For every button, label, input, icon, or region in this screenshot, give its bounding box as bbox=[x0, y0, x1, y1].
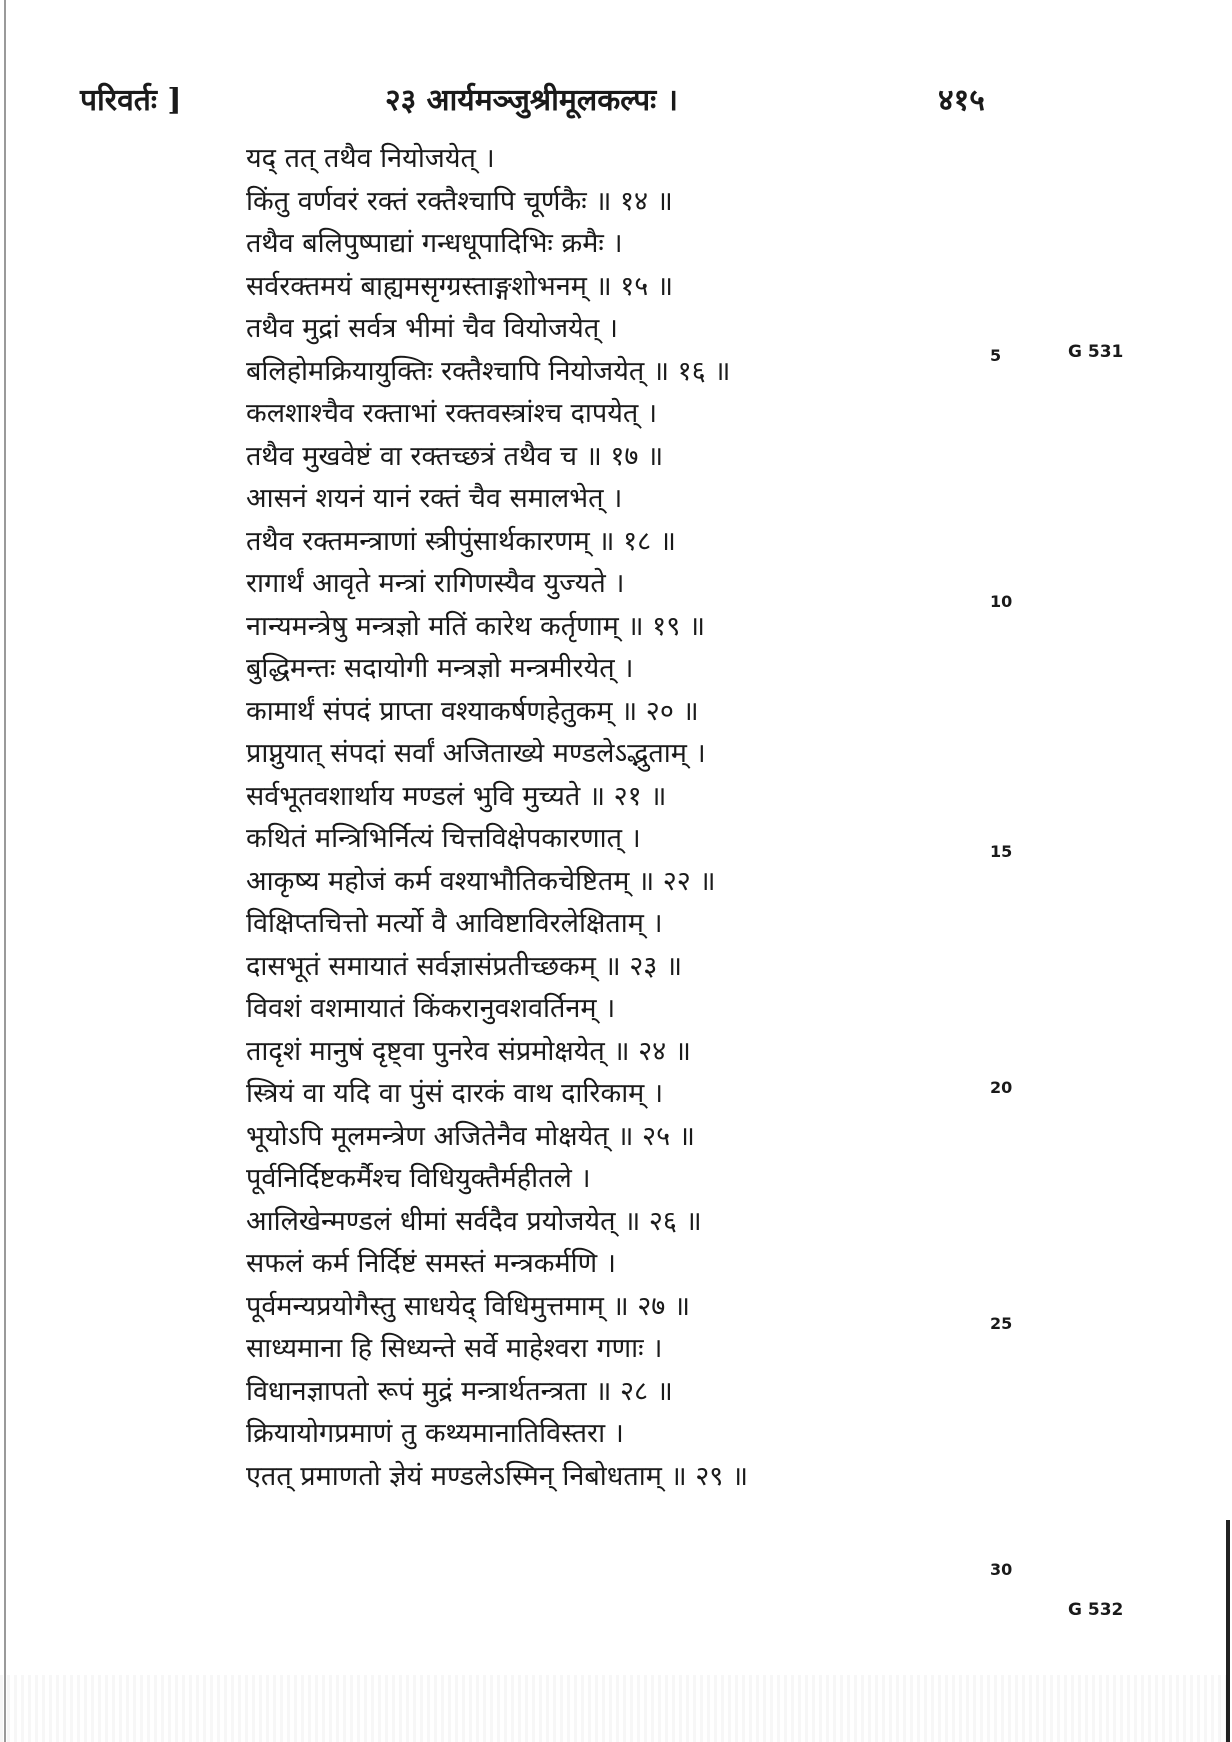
verse-line: साध्यमाना हि सिध्यन्ते सर्वे माहेश्वरा गणाः । bbox=[246, 1333, 663, 1364]
verse-line: आलिखेन्मण्डलं धीमां सर्वदैव प्रयोजयेत् ॥ २६ ॥ bbox=[246, 1205, 702, 1237]
line-number: 15 bbox=[990, 842, 1013, 861]
verse-line: किंतु वर्णवरं रक्तं रक्तैश्चापि चूर्णकैः ॥ १४ ॥ bbox=[246, 185, 673, 217]
verse-line: विवशं वशमायातं किंकरानुवशवर्तिनम् । bbox=[246, 993, 616, 1024]
verse-line: तथैव मुखवेष्टं वा रक्तच्छत्रं तथैव च ॥ १७ ॥ bbox=[246, 440, 664, 472]
verse-line: तादृशं मानुषं दृष्ट्वा पुनरेव संप्रमोक्षयेत् ॥ २४ ॥ bbox=[246, 1035, 691, 1067]
header-title: २३ आर्यमञ्जुश्रीमूलकल्पः । bbox=[385, 83, 679, 118]
verse-list bbox=[246, 138, 1006, 1498]
line-number: 10 bbox=[990, 592, 1013, 611]
scan-noise bbox=[0, 1675, 1232, 1742]
verse-line: रागार्थं आवृते मन्त्रां रागिणस्यैव युज्यते । bbox=[246, 568, 625, 599]
verse-line: बुद्धिमन्तः सदायोगी मन्त्रज्ञो मन्त्रमीरयेत् । bbox=[246, 653, 634, 684]
gilgit-reference: G 531 bbox=[1068, 342, 1124, 362]
verse-line: सर्वरक्तमयं बाह्यमसृग्ग्रस्ताङ्गशोभनम् ॥ १५ ॥ bbox=[246, 270, 674, 302]
verse-line: भूयोऽपि मूलमन्त्रेण अजितेनैव मोक्षयेत् ॥ २५ ॥ bbox=[246, 1120, 695, 1152]
page-edge-left bbox=[4, 0, 6, 1742]
verse-line: यद् तत् तथैव नियोजयेत् । bbox=[246, 143, 495, 174]
verse-line: आसनं शयनं यानं रक्तं चैव समालभेत् । bbox=[246, 483, 623, 514]
verse-line: तथैव रक्तमन्त्राणां स्त्रीपुंसार्थकारणम् ॥ १८ ॥ bbox=[246, 525, 676, 557]
line-number: 30 bbox=[990, 1560, 1013, 1579]
verse-line: पूर्वनिर्दिष्टकर्मैश्च विधियुक्तैर्महीतले । bbox=[246, 1163, 591, 1194]
line-number: 25 bbox=[990, 1314, 1013, 1333]
verse-line: विधानज्ञापतो रूपं मुद्रं मन्त्रार्थतन्त्रता ॥ २८ ॥ bbox=[246, 1375, 673, 1407]
verse-line: कथितं मन्त्रिभिर्नित्यं चित्तविक्षेपकारणात् । bbox=[246, 823, 641, 854]
line-number: 5 bbox=[990, 346, 1002, 365]
verse-line: विक्षिप्तचित्तो मर्त्यो वै आविष्टाविरलेक्षिताम् । bbox=[246, 908, 663, 939]
verse-line: दासभूतं समायातं सर्वज्ञासंप्रतीच्छकम् ॥ २३ ॥ bbox=[246, 950, 683, 982]
verse-line: तथैव बलिपुष्पाद्यां गन्धधूपादिभिः क्रमैः । bbox=[246, 228, 623, 259]
header-chapter: परिवर्तः ] bbox=[80, 83, 182, 118]
gilgit-reference: G 532 bbox=[1068, 1600, 1124, 1620]
verse-line: तथैव मुद्रां सर्वत्र भीमां चैव वियोजयेत् । bbox=[246, 313, 619, 344]
verse-line: कामार्थं संपदं प्राप्ता वश्याकर्षणहेतुकम् ॥ २० ॥ bbox=[246, 695, 699, 727]
line-number: 20 bbox=[990, 1078, 1013, 1097]
page-number: ४१५ bbox=[938, 83, 985, 118]
verse-line: पूर्वमन्यप्रयोगैस्तु साधयेद् विधिमुत्तमाम् ॥ २७ ॥ bbox=[246, 1290, 691, 1322]
verse-line: स्त्रियं वा यदि वा पुंसं दारकं वाथ दारिकाम् । bbox=[246, 1078, 664, 1109]
verse-line: सर्वभूतवशार्थाय मण्डलं भुवि मुच्यते ॥ २१ ॥ bbox=[246, 780, 667, 812]
verse-line: प्राप्नुयात् संपदां सर्वां अजिताख्ये मण्डलेऽद्भुताम् । bbox=[246, 738, 706, 769]
verse-line: एतत् प्रमाणतो ज्ञेयं मण्डलेऽस्मिन् निबोधताम् ॥ २९ ॥ bbox=[246, 1460, 749, 1492]
verse-line: आकृष्य महोजं कर्म वश्याभौतिकचेष्टितम् ॥ २२ ॥ bbox=[246, 865, 716, 897]
verse-line: सफलं कर्म निर्दिष्टं समस्तं मन्त्रकर्मणि । bbox=[246, 1248, 616, 1279]
verse-line: क्रियायोगप्रमाणं तु कथ्यमानातिविस्तरा । bbox=[246, 1418, 624, 1449]
verse-line: बलिहोमक्रियायुक्तिः रक्तैश्चापि नियोजयेत् ॥ १६ ॥ bbox=[246, 355, 731, 387]
verse-line: कलशाश्चैव रक्ताभां रक्तवस्त्रांश्च दापयेत् । bbox=[246, 398, 658, 429]
verse-line: नान्यमन्त्रेषु मन्त्रज्ञो मतिं कारेथ कर्तृणाम् ॥ १९ ॥ bbox=[246, 610, 706, 642]
